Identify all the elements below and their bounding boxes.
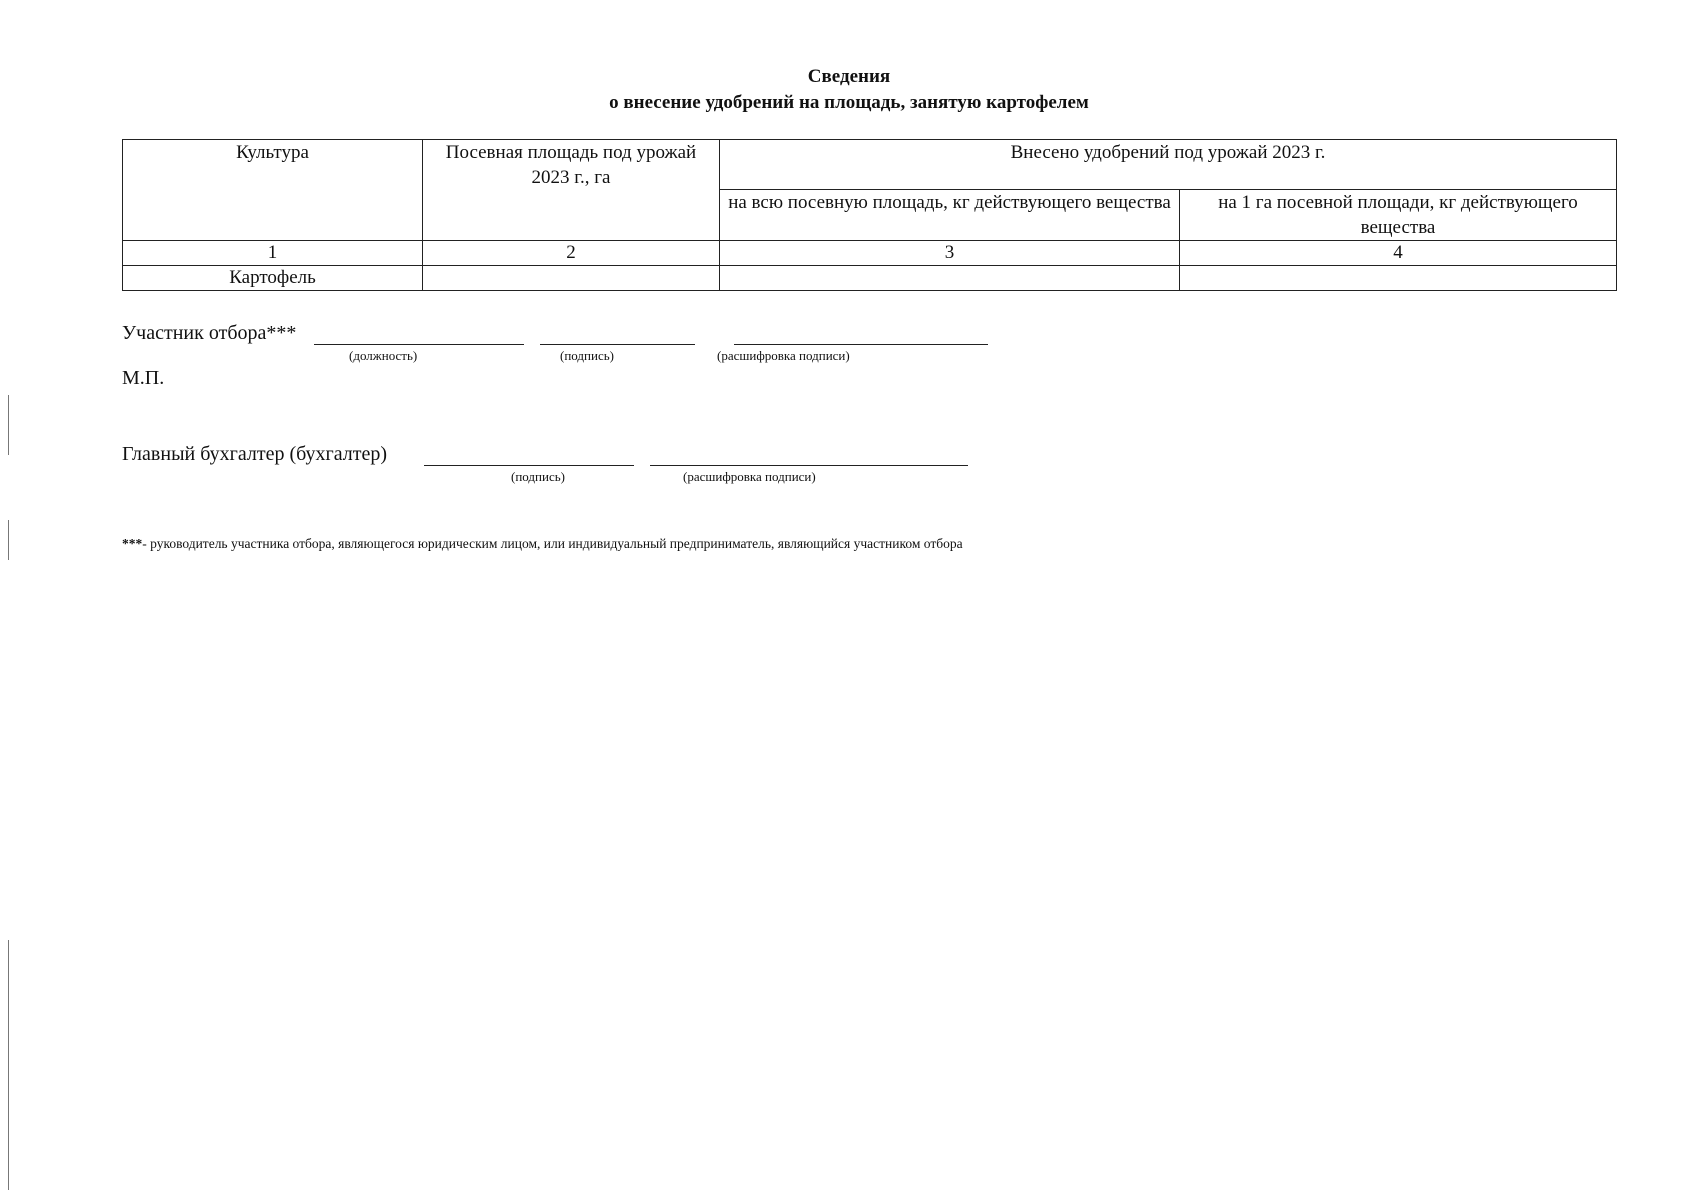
signature-decoding-line[interactable] bbox=[734, 344, 988, 345]
accountant-label: Главный бухгалтер (бухгалтер) bbox=[122, 443, 388, 465]
accountant-signature-line[interactable] bbox=[424, 465, 634, 466]
cell-area[interactable] bbox=[423, 266, 720, 291]
accountant-signature-caption: (подпись) bbox=[511, 469, 565, 484]
signature-line[interactable] bbox=[540, 344, 695, 345]
position-caption: (должность) bbox=[349, 348, 418, 363]
document-title: Сведения bbox=[807, 66, 891, 87]
signature-caption: (подпись) bbox=[560, 348, 614, 363]
header-total-area: на всю посевную площадь, кг действующего вещества bbox=[720, 190, 1180, 241]
scan-edge-mark bbox=[8, 940, 9, 1190]
document-subtitle: о внесение удобрений на площадь, занятую картофелем bbox=[609, 92, 1089, 113]
seal-label: М.П. bbox=[122, 367, 165, 389]
header-sown-area: Посевная площадь под урожай 2023 г., га bbox=[423, 140, 720, 241]
footnote-text: - руководитель участника отбора, являющегося юридическим лицом, или индивидуальный предприниматель, являющийся участником отбора bbox=[142, 536, 963, 551]
table-row bbox=[123, 266, 1617, 291]
cell-per-hectare[interactable] bbox=[1180, 266, 1617, 291]
scan-edge-mark bbox=[8, 395, 9, 455]
column-number: 3 bbox=[720, 241, 1180, 266]
header-per-hectare: на 1 га посевной площади, кг действующего вещества bbox=[1180, 190, 1617, 241]
accountant-decoding-line[interactable] bbox=[650, 465, 968, 466]
fertilizer-table bbox=[122, 139, 1617, 291]
footnote-stars: *** bbox=[122, 536, 143, 551]
header-culture: Культура bbox=[123, 140, 423, 241]
column-number: 1 bbox=[123, 241, 423, 266]
header-fertilizer-applied: Внесено удобрений под урожай 2023 г. bbox=[720, 140, 1617, 190]
column-number: 4 bbox=[1180, 241, 1617, 266]
accountant-decoding-caption: (расшифровка подписи) bbox=[683, 469, 816, 484]
column-number: 2 bbox=[423, 241, 720, 266]
cell-total[interactable] bbox=[720, 266, 1180, 291]
scan-edge-mark bbox=[8, 520, 9, 560]
footnote bbox=[122, 536, 963, 552]
decoding-caption: (расшифровка подписи) bbox=[717, 348, 850, 363]
participant-label: Участник отбора*** bbox=[122, 322, 297, 344]
position-line[interactable] bbox=[314, 344, 524, 345]
cell-culture: Картофель bbox=[123, 266, 423, 291]
